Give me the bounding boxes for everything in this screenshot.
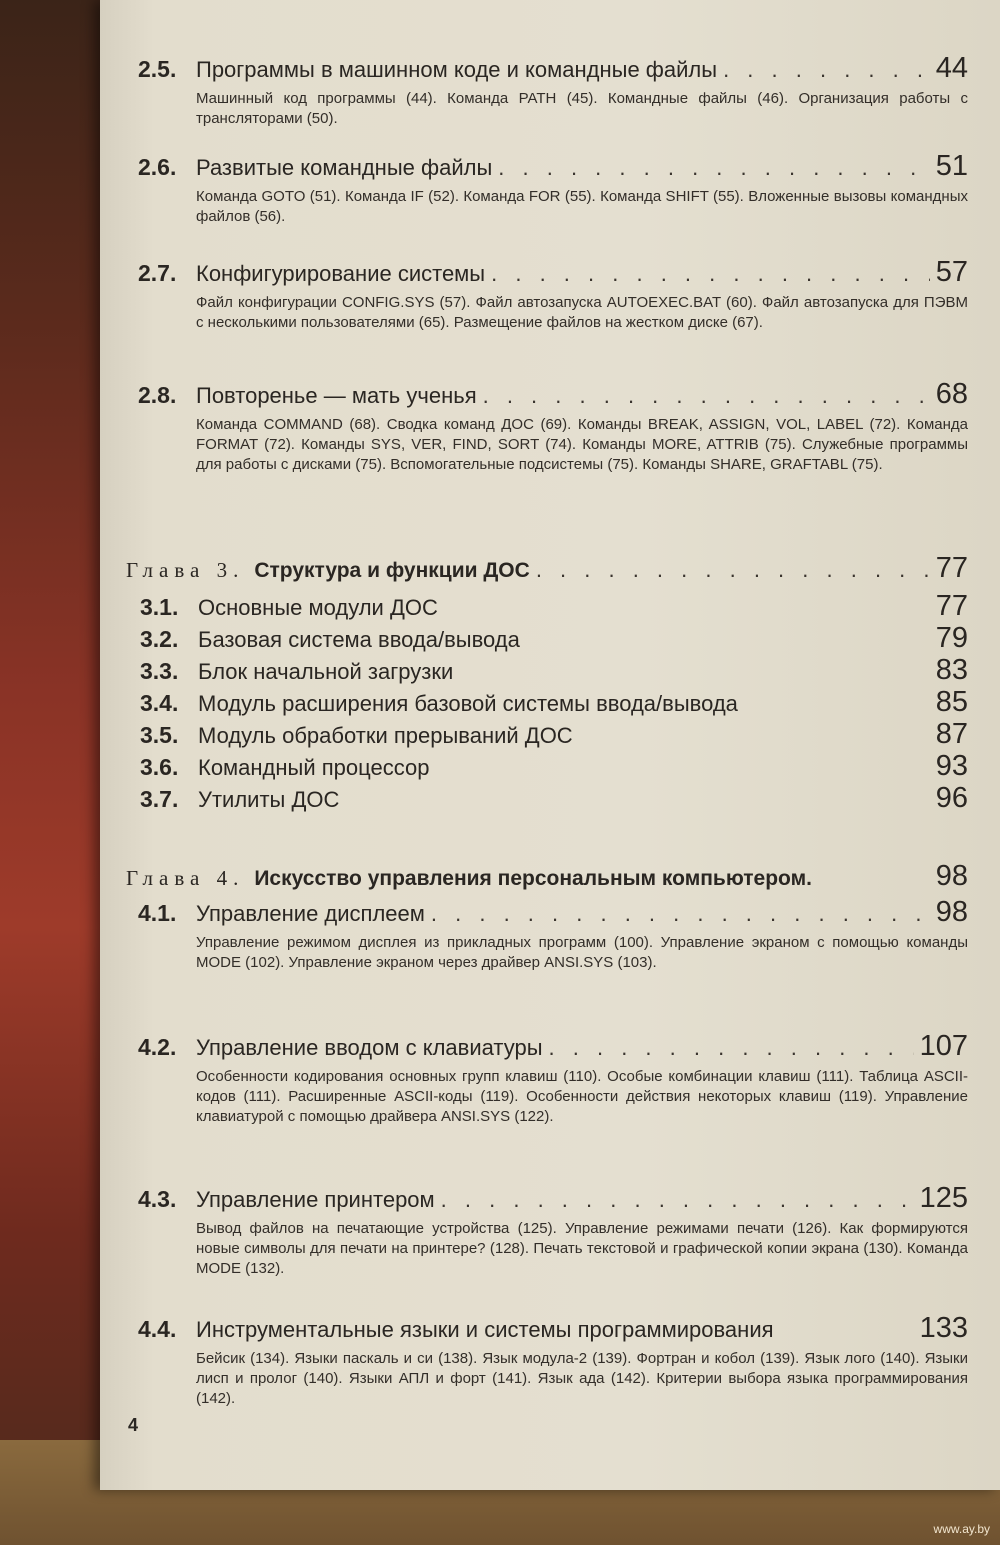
page-ref: 77: [935, 590, 968, 622]
section-title: Модуль обработки прерываний ДОС: [198, 723, 573, 748]
page-ref: 133: [919, 1312, 968, 1344]
page-ref: 107: [919, 1030, 968, 1062]
section-title: Основные модули ДОС: [198, 595, 438, 620]
dot-leader: [549, 1035, 914, 1061]
section-number: 3.7.: [140, 786, 179, 812]
page-ref: 68: [935, 378, 968, 410]
section-number: 3.2.: [140, 626, 179, 652]
toc-entry-4-3: [138, 1182, 968, 1279]
toc-entry-3-5: [140, 718, 968, 751]
toc-entry-3-7: [140, 782, 968, 815]
toc-entry-3-6: [140, 750, 968, 783]
page-ref: 87: [935, 718, 968, 750]
background-fabric: [0, 0, 110, 1545]
section-description: Команда GOTO (51). Команда IF (52). Команда FOR (55). Команда SHIFT (55). Вложенные вызовы командных файлов (56).: [196, 188, 968, 225]
section-description: Управление режимом дисплея из прикладных программ (100). Управление экраном с помощью команды MODE (102). Управление экраном через драйвер ANSI.SYS (103).: [196, 934, 968, 971]
page-ref: 98: [935, 860, 968, 892]
book-page: [100, 0, 1000, 1490]
section-description: Бейсик (134). Языки паскаль и си (138). Язык модула-2 (139). Фортран и кобол (139). Язык лого (140). Языки лисп и пролог (140). Языки АПЛ и форт (141). Язык ада (142). Критерии выбора языка программирования (142).: [196, 1350, 968, 1407]
toc-entry-2-5: [138, 52, 968, 129]
dot-leader: [536, 557, 930, 583]
toc-entry-3-3: [140, 654, 968, 687]
section-title: Управление дисплеем: [196, 901, 425, 926]
chapter-title: Искусство управления персональным компьютером.: [254, 867, 812, 890]
section-number: 4.2.: [138, 1034, 177, 1060]
page-ref: 57: [935, 256, 968, 288]
page-ref: 125: [919, 1182, 968, 1214]
section-title: Управление вводом с клавиатуры: [196, 1035, 543, 1060]
section-number: 3.1.: [140, 594, 179, 620]
section-number: 3.4.: [140, 690, 179, 716]
section-number: 2.6.: [138, 154, 177, 180]
section-title: Инструментальные языки и системы программирования: [196, 1317, 774, 1342]
section-number: 3.6.: [140, 754, 179, 780]
section-number: 2.5.: [138, 56, 177, 82]
section-description: Команда COMMAND (68). Сводка команд ДОС (69). Команды BREAK, ASSIGN, VOL, LABEL (72). Команда FORMAT (72). Команды SYS, VER, FIND, SORT (74). Команды MORE, ATTRIB (75). Служебные программы для работы с дисками (75). Вспомогательные подсистемы (75). Команды SHARE, GRAFTABL (75).: [196, 416, 968, 473]
section-number: 4.1.: [138, 900, 177, 926]
section-number: 4.3.: [138, 1186, 177, 1212]
section-number: 2.8.: [138, 382, 177, 408]
section-title: Управление принтером: [196, 1187, 435, 1212]
dot-leader: [441, 1187, 914, 1213]
toc-entry-3-1: [140, 590, 968, 623]
section-title: Утилиты ДОС: [198, 787, 340, 812]
page-ref: 98: [935, 896, 968, 928]
dot-leader: [491, 261, 930, 287]
toc-entry-4-4: [138, 1312, 968, 1409]
dot-leader: [723, 57, 930, 83]
section-description: Файл конфигурации CONFIG.SYS (57). Файл автозапуска AUTOEXEC.BAT (60). Файл автозапуска для ПЭВМ с несколькими пользователями (65). Размещение файлов на жестком диске (67).: [196, 294, 968, 331]
toc-entry-4-2: [138, 1030, 968, 1127]
page-ref: 77: [935, 552, 968, 584]
section-title: Базовая система ввода/вывода: [198, 627, 520, 652]
chapter-title: Структура и функции ДОС: [254, 559, 530, 582]
page-number: 4: [128, 1415, 139, 1435]
chapter-4-heading: [126, 860, 968, 893]
dot-leader: [431, 901, 930, 927]
toc-entry-3-4: [140, 686, 968, 719]
section-description: Вывод файлов на печатающие устройства (125). Управление режимами печати (126). Как формируются новые символы для печати на принтере? (128). Печать текстовой и графической копии экрана (130). Команда MODE (132).: [196, 1220, 968, 1277]
toc-entry-2-6: [138, 150, 968, 227]
section-number: 3.5.: [140, 722, 179, 748]
page-ref: 79: [935, 622, 968, 654]
section-title: Конфигурирование системы: [196, 261, 486, 286]
section-title: Блок начальной загрузки: [198, 659, 454, 684]
toc-entry-4-1: [138, 896, 968, 973]
section-number: 4.4.: [138, 1316, 177, 1342]
chapter-3-heading: [126, 552, 968, 585]
section-description: Машинный код программы (44). Команда PATH (45). Командные файлы (46). Организация работы с трансляторами (50).: [196, 90, 968, 127]
section-number: 3.3.: [140, 658, 179, 684]
section-description: Особенности кодирования основных групп клавиш (110). Особые комбинации клавиш (111). Таблица ASCII-кодов (111). Расширенные ASCII-коды (119). Особенности действия некоторых клавиш (119). Управление клавиатурой с помощью драйвера ANSI.SYS (122).: [196, 1068, 968, 1125]
page-ref: 83: [935, 654, 968, 686]
chapter-label: Глава 3.: [126, 558, 245, 582]
section-title: Программы в машинном коде и командные файлы: [196, 57, 718, 82]
toc-entry-3-2: [140, 622, 968, 655]
toc-entry-2-8: [138, 378, 968, 475]
page-ref: 85: [935, 686, 968, 718]
dot-leader: [498, 155, 929, 181]
section-title: Модуль расширения базовой системы ввода/вывода: [198, 691, 738, 716]
section-title: Командный процессор: [198, 755, 430, 780]
section-title: Развитые командные файлы: [196, 155, 493, 180]
section-title: Повторенье — мать ученья: [196, 383, 477, 408]
page-ref: 96: [935, 782, 968, 814]
dot-leader: [483, 383, 930, 409]
watermark-text: www.ay.by: [933, 1522, 990, 1536]
page-ref: 51: [935, 150, 968, 182]
toc-entry-2-7: [138, 256, 968, 333]
section-number: 2.7.: [138, 260, 177, 286]
chapter-label: Глава 4.: [126, 866, 245, 890]
page-ref: 93: [935, 750, 968, 782]
table-of-contents: [100, 0, 1000, 1490]
page-ref: 44: [935, 52, 968, 84]
